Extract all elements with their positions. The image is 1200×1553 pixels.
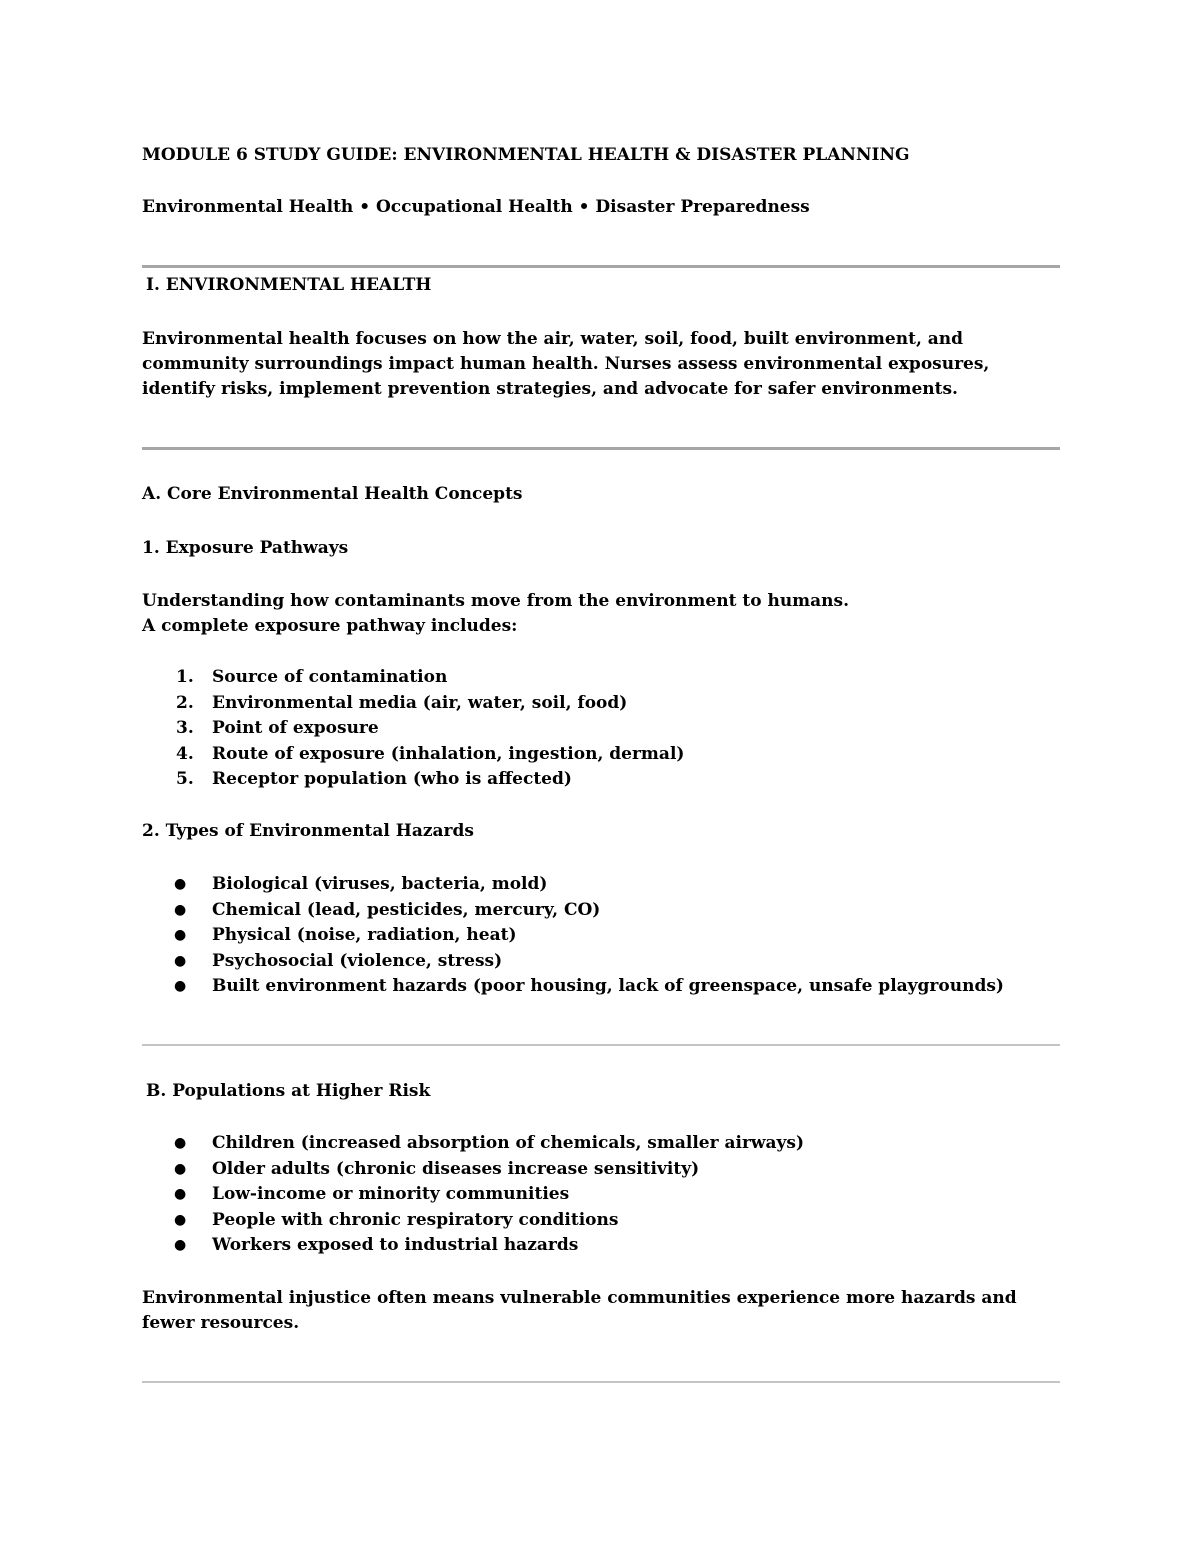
exposure-description-line: Understanding how contaminants move from the environment to humans. — [142, 591, 850, 611]
list-number: 2. — [176, 692, 194, 713]
list-item-text: Workers exposed to industrial hazards — [212, 1235, 579, 1256]
topic-heading-exposure-pathways: 1. Exposure Pathways — [142, 538, 349, 558]
environmental-injustice-note: Environmental injustice often means vulnerable communities experience more hazards and fewer resources. — [142, 1288, 1017, 1333]
section-divider — [142, 1381, 1060, 1383]
exposure-pathway-list — [142, 665, 684, 793]
list-item-text: Receptor population (who is affected) — [212, 769, 572, 790]
bullet-icon: ● — [174, 1135, 187, 1151]
bullet-icon: ● — [174, 1211, 187, 1228]
bullet-icon: ● — [174, 1160, 187, 1177]
list-item — [142, 1182, 804, 1208]
bullet-icon: ● — [174, 978, 187, 995]
list-item — [142, 949, 1004, 975]
bullet-icon: ● — [174, 1186, 187, 1203]
list-item — [142, 716, 684, 742]
hazard-types-list — [142, 872, 1004, 1000]
document-title: MODULE 6 STUDY GUIDE: ENVIRONMENTAL HEALTH & DISASTER PLANNING — [142, 145, 910, 165]
bullet-icon: ● — [174, 876, 187, 892]
list-item — [142, 691, 684, 717]
exposure-description-line: A complete exposure pathway includes: — [142, 616, 518, 636]
list-item-text: Psychosocial (violence, stress) — [212, 950, 503, 971]
bullet-icon: ● — [174, 1237, 187, 1254]
list-item — [142, 923, 1004, 949]
list-item-text: Built environment hazards (poor housing, lack of greenspace, unsafe playgrounds) — [212, 976, 1004, 997]
section-divider — [142, 1044, 1060, 1046]
list-item-text: Source of contamination — [212, 667, 448, 687]
bullet-icon: ● — [174, 952, 187, 969]
bullet-icon: ● — [174, 901, 187, 918]
list-item — [142, 1131, 804, 1157]
list-item — [142, 898, 1004, 924]
list-item-text: Biological (viruses, bacteria, mold) — [212, 874, 548, 894]
list-item — [142, 1157, 804, 1183]
list-item-text: People with chronic respiratory conditions — [212, 1209, 619, 1230]
list-item-text: Older adults (chronic diseases increase sensitivity) — [212, 1158, 700, 1179]
list-item-text: Physical (noise, radiation, heat) — [212, 925, 517, 946]
section-divider — [142, 265, 1060, 268]
subsection-heading-higher-risk: B. Populations at Higher Risk — [146, 1081, 431, 1101]
list-number: 5. — [176, 769, 194, 790]
list-item — [142, 974, 1004, 1000]
list-item-text: Low-income or minority communities — [212, 1184, 570, 1205]
list-number: 4. — [176, 743, 194, 764]
subsection-heading-core-concepts: A. Core Environmental Health Concepts — [142, 484, 523, 504]
list-item-text: Environmental media (air, water, soil, food) — [212, 692, 628, 713]
list-item-text: Children (increased absorption of chemicals, smaller airways) — [212, 1133, 805, 1153]
list-item-text: Chemical (lead, pesticides, mercury, CO) — [212, 899, 601, 920]
list-item — [142, 665, 684, 691]
list-item — [142, 742, 684, 768]
list-item — [142, 872, 1004, 898]
section-divider — [142, 447, 1060, 450]
list-item — [142, 1233, 804, 1259]
list-item-text: Point of exposure — [212, 718, 379, 739]
list-number: 1. — [176, 667, 194, 687]
document-subtitle: Environmental Health • Occupational Health • Disaster Preparedness — [142, 197, 810, 217]
section-intro-paragraph: Environmental health focuses on how the air, water, soil, food, built environment, and community surroundings impact human health. Nurses assess environmental exposures, identify risks, implement prevention strategies, and advocate for safer environments. — [142, 329, 990, 399]
list-item — [142, 767, 684, 793]
list-number: 3. — [176, 718, 194, 739]
topic-heading-hazard-types: 2. Types of Environmental Hazards — [142, 821, 474, 841]
higher-risk-populations-list — [142, 1131, 804, 1259]
bullet-icon: ● — [174, 927, 187, 944]
list-item — [142, 1208, 804, 1234]
list-item-text: Route of exposure (inhalation, ingestion, dermal) — [212, 743, 685, 764]
section-heading-environmental-health: I. ENVIRONMENTAL HEALTH — [146, 275, 432, 295]
